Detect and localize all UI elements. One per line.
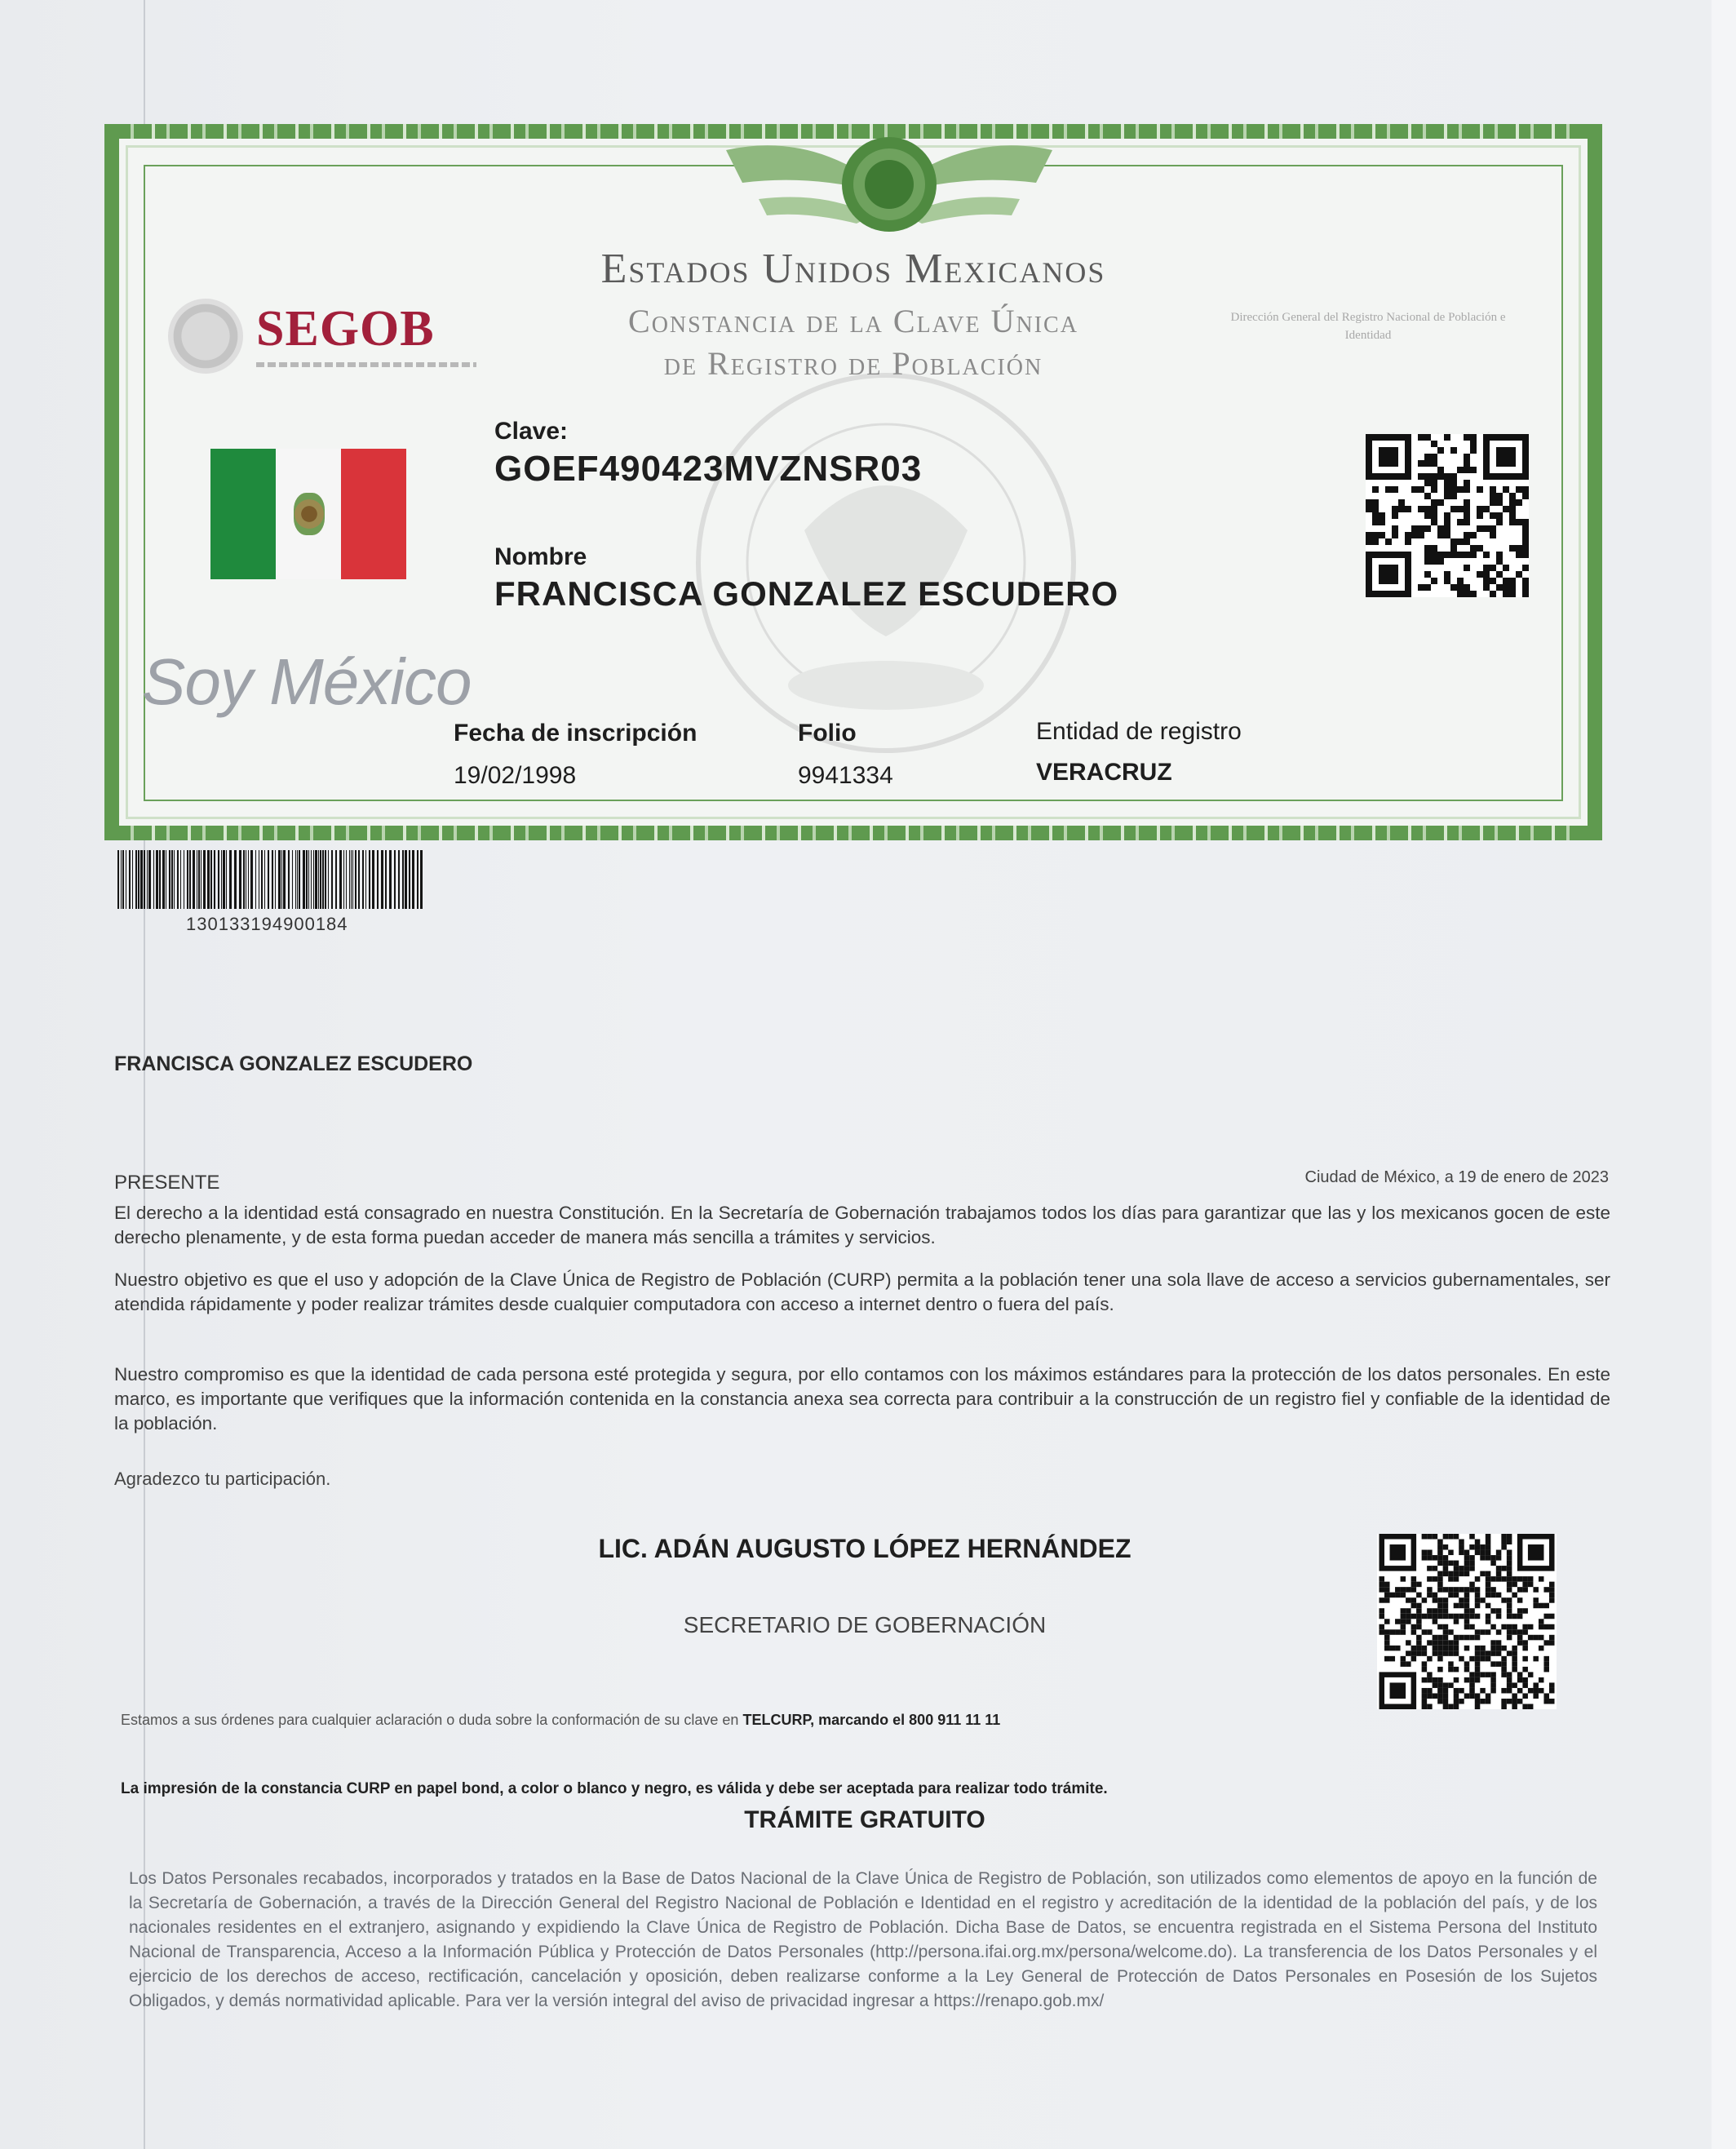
folio-value: 9941334 — [798, 762, 893, 789]
agency-unit: Dirección General del Registro Nacional de Población e Identidad — [1230, 311, 1506, 342]
slogan: Soy México — [142, 645, 472, 718]
validity-note: La impresión de la constancia CURP en papel bond, a color o blanco y negro, es válida y debe ser aceptada para realizar todo trámite. — [121, 1780, 1108, 1797]
segob-seal-icon — [168, 299, 243, 374]
barcode-number: 130133194900184 — [186, 914, 348, 934]
document-title-line2: de Registro de Población — [663, 345, 1043, 382]
closing: Agradezco tu participación. — [114, 1469, 331, 1489]
barcode — [117, 850, 427, 909]
presente: PRESENTE — [114, 1172, 220, 1194]
national-seal-watermark — [641, 343, 1131, 767]
border-pattern-bottom — [119, 826, 1588, 840]
qr-code-icon — [1377, 1534, 1557, 1709]
curp-certificate — [104, 124, 1602, 840]
clave-value: GOEF490423MVZNSR03 — [494, 449, 923, 489]
nombre-value: FRANCISCA GONZALEZ ESCUDERO — [494, 574, 1119, 613]
clave-label: Clave: — [494, 418, 569, 445]
country-title: Estados Unidos Mexicanos — [600, 246, 1106, 292]
paragraph-1: El derecho a la identidad está consagrado en nuestra Constitución. En la Secretaría de Gobernación trabajamos todos los días para garantizar que las y los mexicanos gocen de este derecho plenamente, y de esta forma puedan acceder de manera más sencilla a trámites y servicios. — [114, 1203, 1610, 1247]
fecha-inscripcion-value: 19/02/1998 — [454, 762, 577, 789]
eagle-crest-icon — [710, 126, 1069, 232]
folio-label: Folio — [798, 720, 857, 747]
tramite-gratuito: TRÁMITE GRATUITO — [744, 1806, 985, 1833]
segob-logo: SEGOB — [256, 301, 435, 357]
entidad-registro-value: VERACRUZ — [1036, 759, 1172, 786]
fecha-inscripcion-label: Fecha de inscripción — [454, 720, 698, 747]
mexican-flag — [210, 449, 406, 579]
contact-phone: TELCURP, marcando el 800 911 11 11 — [742, 1712, 1001, 1728]
addressee-name: FRANCISCA GONZALEZ ESCUDERO — [114, 1052, 473, 1075]
document-title-line1: Constancia de la Clave Única — [628, 303, 1078, 339]
flag-emblem-icon — [294, 493, 325, 535]
signer-name: LIC. ADÁN AUGUSTO LÓPEZ HERNÁNDEZ — [598, 1534, 1132, 1563]
segob-tagline — [256, 362, 476, 367]
nombre-label: Nombre — [494, 543, 587, 570]
qr-code-icon — [1366, 434, 1529, 597]
contact-note — [121, 1712, 1000, 1729]
paper-edge — [1712, 0, 1736, 2149]
signer-title: SECRETARIO DE GOBERNACIÓN — [683, 1612, 1047, 1637]
letter-date: Ciudad de México, a 19 de enero de 2023 — [1304, 1168, 1609, 1186]
paragraph-2: Nuestro objetivo es que el uso y adopción de la Clave Única de Registro de Población (CURP) permita a la población tener una sola llave de acceso a servicios gubernamentales, ser atendida rápidamente y poder realizar trámites desde cualquier computadora con acceso a internet dentro o fuera del país. — [114, 1269, 1610, 1314]
entidad-registro-label: Entidad de registro — [1036, 718, 1242, 745]
contact-prefix: Estamos a sus órdenes para cualquier aclaración o duda sobre la conformación de su clave en — [121, 1712, 743, 1728]
paragraph-3: Nuestro compromiso es que la identidad de cada persona esté protegida y segura, por ello contamos con los máximos estándares para la protección de los datos personales. En este marco, es importante que verifiques que la información contenida en la constancia anexa sea correcta para contribuir a la construcción de un registro fiel y confiable de la identidad de la población. — [114, 1364, 1610, 1433]
privacy-notice: Los Datos Personales recabados, incorporados y tratados en la Base de Datos Nacional de la Clave Única de Registro de Población, son utilizados como elementos de apoyo en la función de la Secretaría de Gobernación, a través de la Dirección General del Registro Nacional de Población e Identidad en el registro y acreditación de la identidad de la población del país, y de los nacionales residentes en el extranjero, asignando y expidiendo la Clave Única de Registro de Población. Dicha Base de Datos, se encuentra registrada en el Sistema Persona del Instituto Nacional de Transparencia, Acceso a la Información Pública y Protección de Datos Personales (http://persona.ifai.org.mx/persona/welcome.do). La transferencia de los Datos Personales y el ejercicio de los derechos de acceso, rectificación, cancelación y oposición, deben realizarse conforme a la Ley General de Protección de Datos Personales en Posesión de los Sujetos Obligados, y demás normatividad aplicable. Para ver la versión integral del aviso de privacidad ingresar a https://renapo.gob.mx/ — [129, 1869, 1597, 2010]
